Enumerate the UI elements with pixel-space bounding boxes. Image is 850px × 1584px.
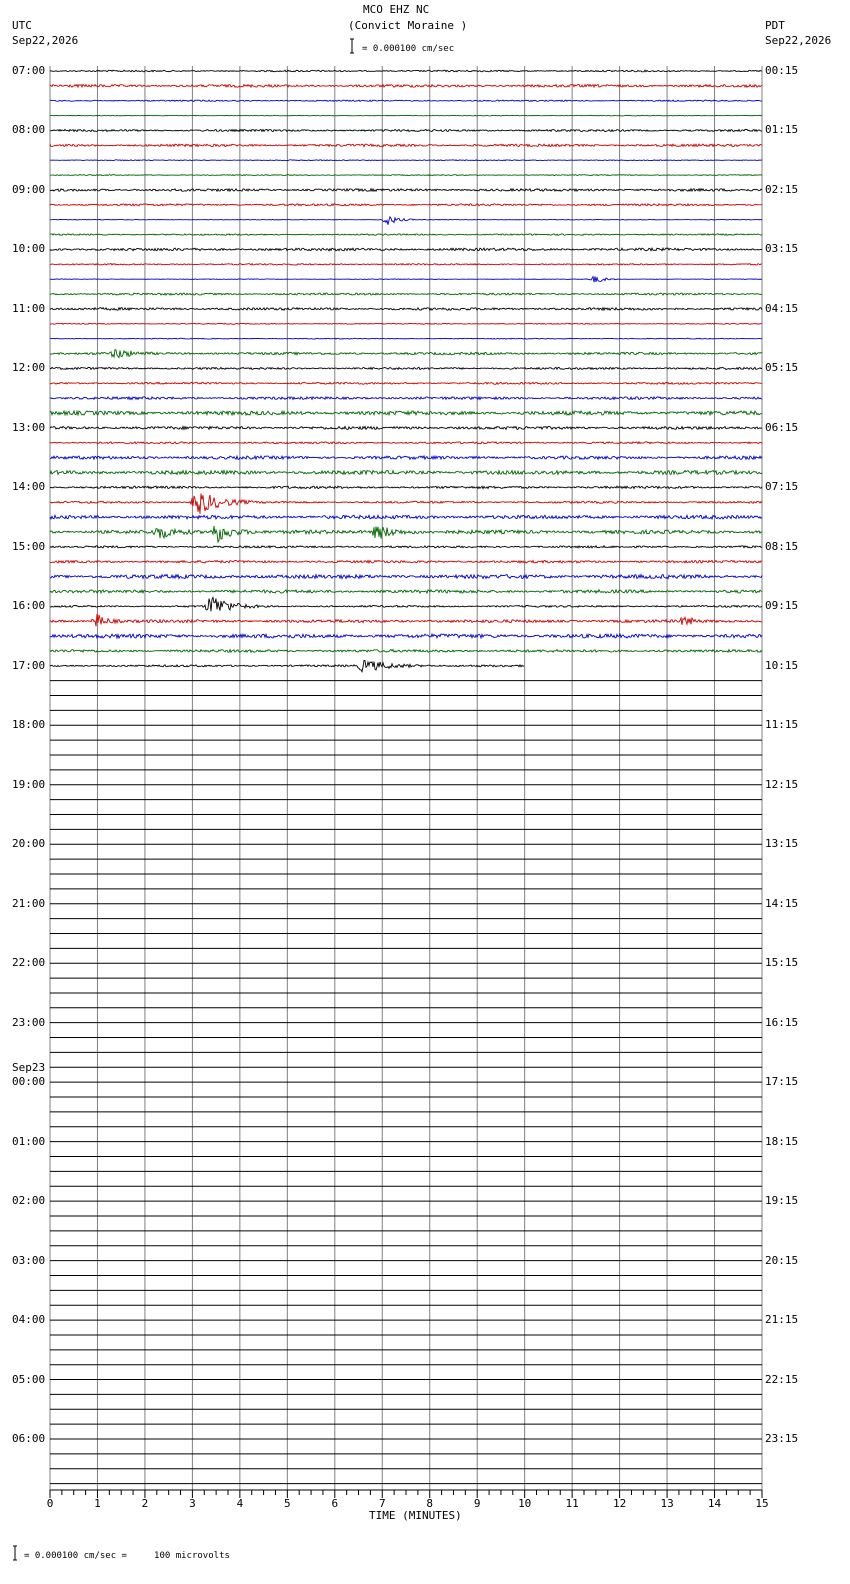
- pdt-hour-label: 18:15: [765, 1134, 799, 1148]
- right-date: Sep22,2026: [765, 34, 832, 47]
- x-tick-label: 8: [426, 1497, 434, 1510]
- pdt-hour-label: 17:15: [765, 1075, 799, 1089]
- utc-hour-label: 04:00: [12, 1313, 46, 1327]
- x-tick-label: 14: [707, 1497, 722, 1510]
- pdt-hour-label: 03:15: [765, 242, 799, 256]
- x-tick-label: 3: [189, 1497, 196, 1510]
- footer-scale-text: = 0.000100 cm/sec = 100 microvolts: [24, 1551, 230, 1561]
- pdt-hour-label: 21:15: [765, 1313, 799, 1327]
- trace-line: [50, 160, 762, 161]
- utc-hour-label: 12:00: [12, 361, 46, 375]
- utc-hour-label: 09:00: [12, 182, 46, 196]
- pdt-hour-label: 10:15: [765, 658, 799, 672]
- trace-line: [50, 293, 762, 295]
- pdt-hour-label: 09:15: [765, 599, 799, 613]
- pdt-hour-label: 13:15: [765, 837, 799, 851]
- pdt-hour-label: 22:15: [765, 1372, 799, 1386]
- trace-line: [50, 248, 762, 251]
- trace-line: [50, 590, 762, 593]
- pdt-hour-label: 16:15: [765, 1015, 799, 1029]
- trace-line: [50, 597, 762, 611]
- pdt-hour-label: 14:15: [765, 896, 799, 910]
- trace-line: [50, 144, 762, 147]
- trace-line: [50, 70, 762, 72]
- pdt-hour-label: 00:15: [765, 64, 799, 77]
- x-axis-label: TIME (MINUTES): [369, 1509, 462, 1522]
- date-change-label: Sep23: [12, 1061, 46, 1075]
- trace-line: [50, 338, 762, 339]
- x-tick-label: 0: [46, 1497, 54, 1510]
- x-tick-label: 9: [473, 1497, 481, 1510]
- utc-hour-label: 14:00: [12, 480, 46, 494]
- x-tick-label: 5: [284, 1497, 291, 1510]
- scale-bar-icon: [350, 39, 354, 53]
- x-tick-label: 13: [660, 1497, 674, 1510]
- utc-hour-label: 23:00: [12, 1015, 46, 1029]
- x-tick-label: 15: [755, 1497, 769, 1510]
- station-title: MCO EHZ NC: [363, 3, 430, 16]
- pdt-hour-label: 02:15: [765, 182, 799, 196]
- station-location: (Convict Moraine ): [348, 19, 468, 32]
- utc-hour-label: 21:00: [12, 896, 46, 910]
- trace-line: [50, 217, 762, 225]
- utc-hour-label: 08:00: [12, 123, 46, 137]
- trace-line: [50, 442, 762, 444]
- x-tick-label: 7: [378, 1497, 386, 1510]
- trace-line: [50, 575, 762, 579]
- trace-line: [50, 175, 762, 176]
- utc-hour-label: 20:00: [12, 837, 46, 851]
- trace-line: [50, 100, 762, 101]
- utc-hour-label: 02:00: [12, 1194, 46, 1208]
- x-tick-label: 1: [94, 1497, 101, 1510]
- x-tick-label: 4: [236, 1497, 244, 1510]
- trace-line: [50, 308, 762, 311]
- trace-line: [50, 382, 762, 384]
- pdt-hour-label: 20:15: [765, 1253, 799, 1267]
- trace-line: [50, 526, 762, 542]
- trace-line: [50, 367, 762, 369]
- trace-line: [50, 129, 762, 131]
- pdt-hour-label: 06:15: [765, 420, 799, 434]
- trace-line: [50, 486, 762, 488]
- pdt-hour-label: 05:15: [765, 361, 799, 375]
- utc-hour-label: 22:00: [12, 956, 46, 970]
- trace-line: [50, 204, 762, 206]
- trace-line: [50, 234, 762, 235]
- pdt-hour-label: 12:15: [765, 777, 799, 791]
- pdt-hour-label: 04:15: [765, 301, 799, 315]
- utc-hour-label: 05:00: [12, 1372, 46, 1386]
- scale-bar-icon: [13, 1546, 17, 1560]
- utc-hour-label: 13:00: [12, 420, 46, 434]
- trace-line: [50, 397, 762, 400]
- utc-hour-label: 18:00: [12, 718, 46, 732]
- trace-line: [50, 264, 762, 266]
- x-tick-label: 2: [141, 1497, 149, 1510]
- trace-line: [50, 426, 762, 429]
- trace-line: [50, 411, 762, 415]
- scale-legend: = 0.000100 cm/sec: [362, 44, 455, 54]
- seismic-traces: [50, 70, 762, 1483]
- left-date: Sep22,2026: [12, 34, 79, 47]
- utc-hour-label: 11:00: [12, 301, 46, 315]
- trace-line: [50, 85, 762, 88]
- pdt-hour-label: 23:15: [765, 1432, 799, 1446]
- trace-line: [50, 546, 762, 548]
- x-tick-label: 6: [331, 1497, 339, 1510]
- trace-line: [50, 650, 762, 653]
- x-tick-label: 11: [565, 1497, 579, 1510]
- trace-line: [50, 276, 762, 282]
- utc-hour-label: 06:00: [12, 1432, 46, 1446]
- x-tick-label: 10: [518, 1497, 532, 1510]
- time-axis: [50, 1490, 762, 1498]
- utc-hour-label: 00:00: [12, 1075, 46, 1089]
- trace-line: [50, 350, 762, 358]
- trace-line: [50, 115, 762, 116]
- pdt-hour-label: 19:15: [765, 1194, 799, 1208]
- left-timezone: UTC: [12, 19, 32, 32]
- pdt-hour-label: 08:15: [765, 539, 799, 553]
- trace-line: [50, 494, 762, 514]
- right-timezone: PDT: [765, 19, 785, 32]
- utc-hour-label: 01:00: [12, 1134, 46, 1148]
- utc-hour-label: 15:00: [12, 539, 46, 553]
- trace-line: [50, 470, 762, 474]
- utc-hour-label: 10:00: [12, 242, 46, 256]
- trace-line: [50, 323, 762, 324]
- pdt-hour-label: 01:15: [765, 123, 799, 137]
- utc-hour-label: 19:00: [12, 777, 46, 791]
- utc-hour-label: 16:00: [12, 599, 46, 613]
- utc-hour-label: 03:00: [12, 1253, 46, 1267]
- pdt-hour-label: 07:15: [765, 480, 799, 494]
- trace-line: [50, 634, 762, 638]
- pdt-hour-label: 11:15: [765, 718, 799, 732]
- trace-line: [50, 456, 762, 459]
- utc-hour-label: 07:00: [12, 64, 46, 77]
- pdt-hour-label: 15:15: [765, 956, 799, 970]
- trace-line: [50, 515, 762, 519]
- trace-line: [50, 560, 762, 563]
- trace-line: [50, 189, 762, 192]
- utc-hour-label: 17:00: [12, 658, 46, 672]
- trace-line: [50, 614, 762, 626]
- x-tick-label: 12: [613, 1497, 627, 1510]
